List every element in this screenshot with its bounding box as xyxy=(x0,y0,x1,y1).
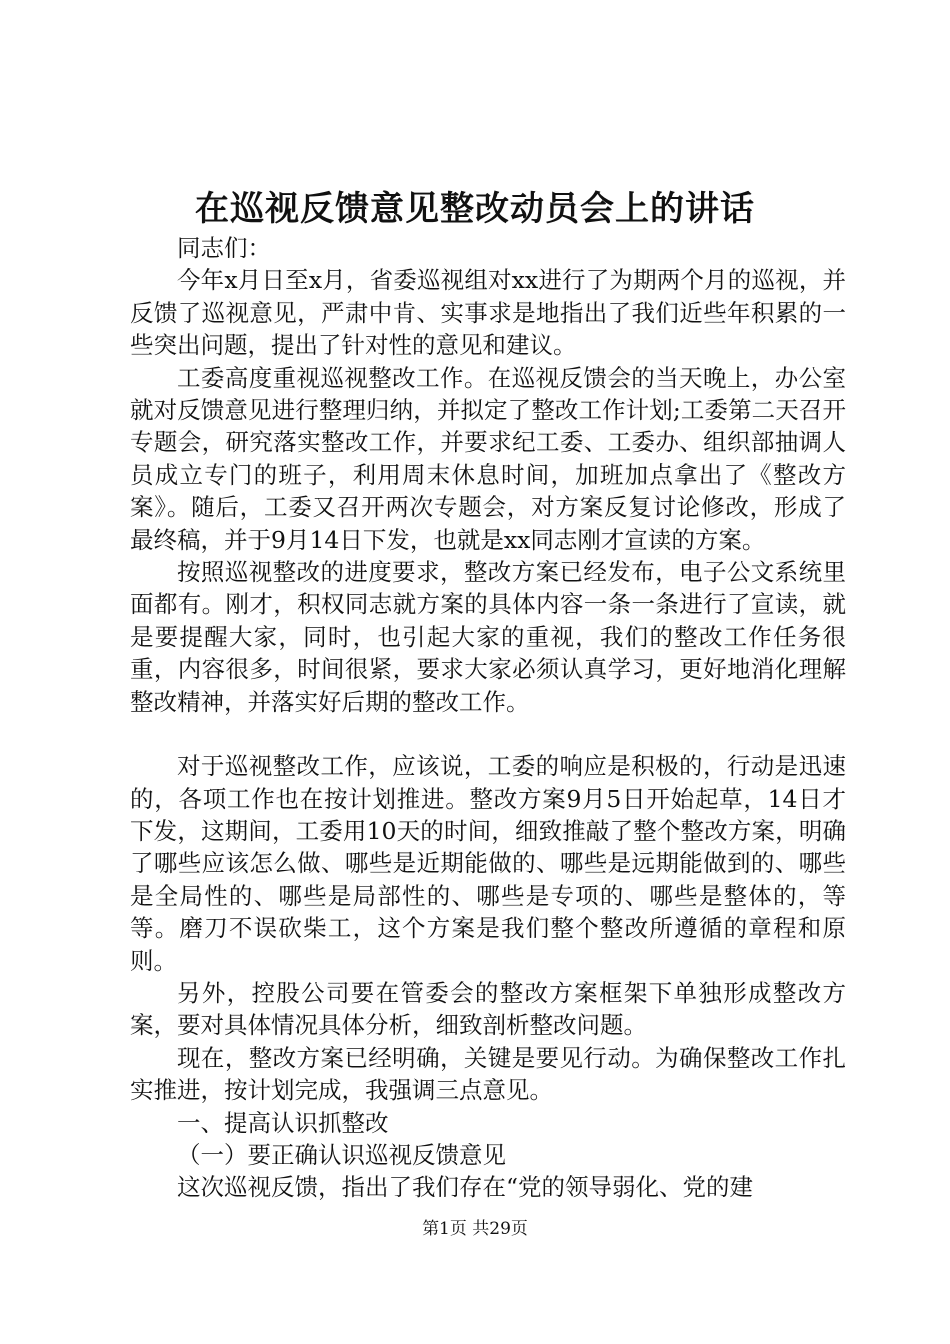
document-body xyxy=(130,232,846,1204)
paragraph-7: 这次巡视反馈，指出了我们存在“党的领导弱化、党的建 xyxy=(177,1173,754,1202)
subsection-heading: （一）要正确认识巡视反馈意见 xyxy=(177,1140,506,1169)
page-title: 在巡视反馈意见整改动员会上的讲话 xyxy=(195,189,755,229)
blank-line xyxy=(130,718,846,750)
section-heading: 一、提高认识抓整改 xyxy=(177,1108,389,1137)
salutation: 同志们： xyxy=(177,234,271,262)
paragraph-4: 对于巡视整改工作，应该说，工委的响应是积极的，行动是迅速的，各项工作也在按计划推进。整改方案9月5日开始起草，14日才下发，这期间，工委用10天的时间，细致推敲了整个整改方案，明确了哪些应该怎么做、哪些是近期能做的、哪些是远期能做到的、哪些是全局性的、哪些是局部性的、哪些是专项的、哪些是整体的，等等。磨刀不误砍柴工，这个方案是我们整个整改所遵循的章程和原则。 xyxy=(130,752,846,975)
paragraph-3: 按照巡视整改的进度要求，整改方案已经发布，电子公文系统里面都有。刚才，积权同志就方案的具体内容一条一条进行了宣读，就是要提醒大家，同时，也引起大家的重视，我们的整改工作任务很重，内容很多，时间很紧，要求大家必须认真学习，更好地消化理解整改精神，并落实好后期的整改工作。 xyxy=(130,558,846,716)
paragraph-1: 今年x月日至x月，省委巡视组对xx进行了为期两个月的巡视，并反馈了巡视意见，严肃中肯、实事求是地指出了我们近些年积累的一些突出问题，提出了针对性的意见和建议。 xyxy=(130,266,846,360)
paragraph-5: 另外，控股公司要在管委会的整改方案框架下单独形成整改方案，要对具体情况具体分析，细致剖析整改问题。 xyxy=(130,978,846,1040)
page-footer: 第1页 共29页 xyxy=(422,1219,528,1239)
paragraph-2: 工委高度重视巡视整改工作。在巡视反馈会的当天晚上，办公室就对反馈意见进行整理归纳，并拟定了整改工作计划;工委第二天召开专题会，研究落实整改工作，并要求纪工委、工委办、组织部抽调人员成立专门的班子，利用周末休息时间，加班加点拿出了《整改方案》。随后，工委又召开两次专题会，对方案反复讨论修改，形成了最终稿，并于9月14日下发，也就是xx同志刚才宣读的方案。 xyxy=(130,363,846,554)
paragraph-6: 现在，整改方案已经明确，关键是要见行动。为确保整改工作扎实推进，按计划完成，我强调三点意见。 xyxy=(130,1043,846,1105)
